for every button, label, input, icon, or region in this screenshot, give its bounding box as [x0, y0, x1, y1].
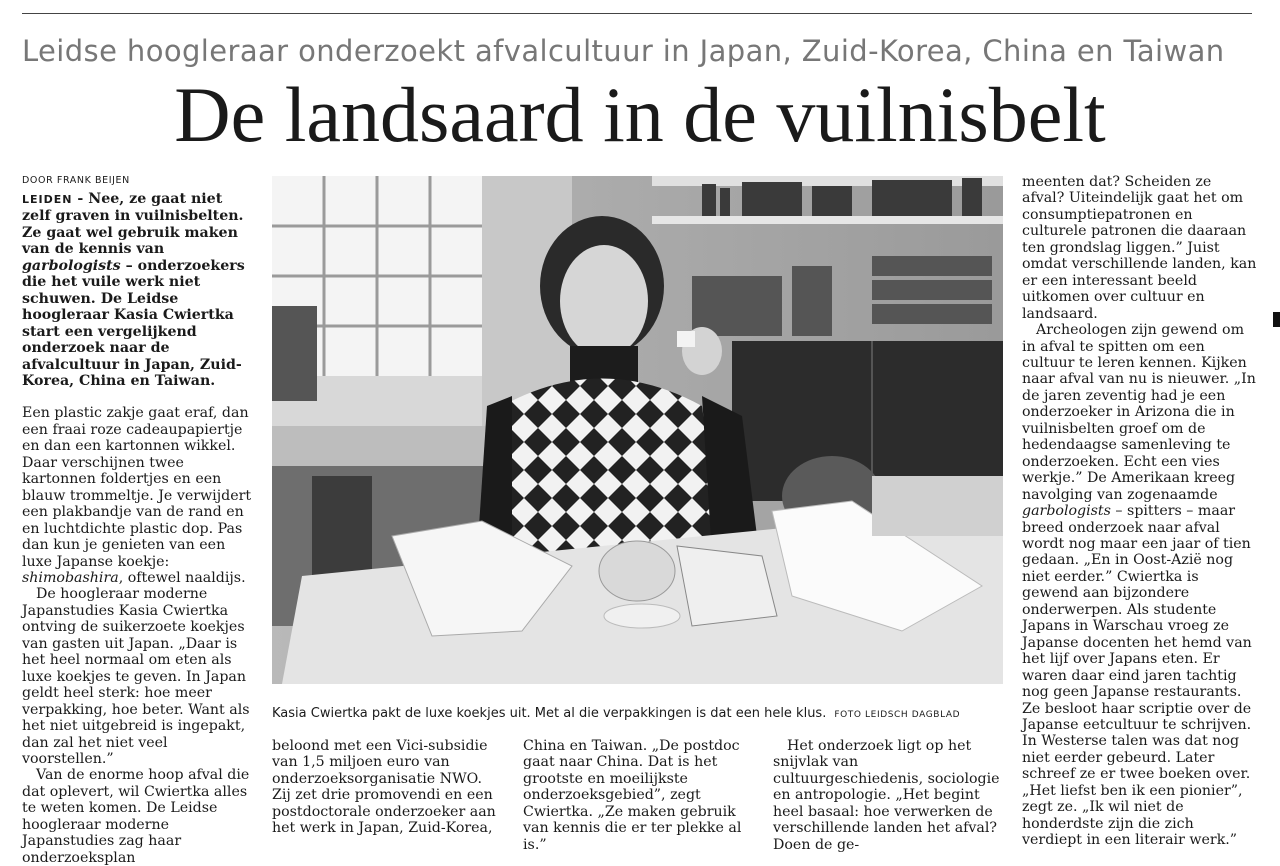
top-rule — [22, 13, 1252, 14]
body-paragraph — [1022, 322, 1257, 849]
column-1 — [22, 174, 252, 866]
caption-text: Kasia Cwiertka pakt de luxe koekjes uit. Met al die verpakkingen is dat een hele klus. — [272, 706, 827, 721]
body-paragraph: meenten dat? Scheiden ze afval? Uiteindelijk gaat het om consumptiepatronen en culturele patronen die daaraan ten grondslag liggen.” Juist omdat verschillende landen, kan er een interessant beeld uitkomen over cultuur en landsaard. — [1022, 174, 1257, 322]
intro-text-2: – onderzoekers die het vuile werk niet schuwen. De Leidse hoogleraar Kasia Cwiertka start een vergelijkend onderzoek naar de afvalcultuur in Japan, Zuid-Korea, China en Taiwan. — [22, 257, 245, 389]
body-paragraph: China en Taiwan. „De postdoc gaat naar China. Dat is het grootste en moeilijkste onderzoeksgebied”, zegt Cwiertka. „Ze maken gebruik van kennis die er ter plekke al is.” — [523, 738, 742, 853]
column-2 — [272, 738, 504, 837]
column-4 — [773, 738, 1003, 853]
column-5 — [1022, 174, 1257, 849]
page-edge-marker — [1273, 312, 1280, 327]
body-text: Archeologen zijn gewend om in afval te spitten om een cultuur te leren kennen. Kijken naar afval van nu is nieuwer. „In de jaren zeventig had je een onderzoeker in Arizona die in vuilnisbelten groef om de hedendaagse samenleving te onderzoeken. Echt een vies werkje.” De Amerikaan kreeg navolging van zogenaamde — [1022, 322, 1256, 503]
photo-caption — [272, 706, 1012, 721]
byline: DOOR FRANK BEIJEN — [22, 175, 130, 186]
intro-paragraph — [22, 191, 252, 389]
body-paragraph — [22, 405, 252, 586]
body-paragraph: Van de enorme hoop afval die dat oplevert, wil Cwiertka alles te weten komen. De Leidse hoogleraar moderne Japanstudies zag haar onderzoeksplan — [22, 767, 250, 866]
body-italic: shimobashira — [22, 569, 119, 586]
body-italic: garbologists — [1022, 503, 1111, 520]
column-3 — [523, 738, 755, 853]
body-paragraph: beloond met een Vici-subsidie van 1,5 miljoen euro van onderzoeksorganisatie NWO. Zij zet drie promovendi en een postdoctorale onderzoeker aan het werk in Japan, Zuid-Korea, — [272, 738, 496, 837]
body-text: Een plastic zakje gaat eraf, dan een fraai roze cadeaupapiertje en dan een kartonnen wikkel. Daar verschijnen twee kartonnen foldertjes en een blauw trommeltje. Je verwijdert een plakbandje van de rand en en luchtdichte plastic dop. Pas dan kun je genieten van een luxe Japanse koekje: — [22, 405, 252, 570]
intro-text: - Nee, ze gaat niet zelf graven in vuilnisbelten. Ze gaat wel gebruik maken van de kennis van — [22, 191, 244, 258]
body-paragraph: Het onderzoek ligt op het snijvlak van cultuurgeschiedenis, sociologie en antropologie. „Het begint heel basaal: hoe verwerken de verschillende landen het afval? Doen de ge- — [773, 738, 1000, 853]
photo-illustration — [272, 176, 1003, 684]
intro-italic: garbologists — [22, 257, 121, 274]
dateline: LEIDEN — [22, 193, 73, 206]
photo-credit: FOTO LEIDSCH DAGBLAD — [834, 710, 961, 720]
body-paragraph: De hoogleraar moderne Japanstudies Kasia Cwiertka ontving de suikerzoete koekjes van gasten uit Japan. „Daar is het heel normaal om eten als luxe koekjes te geven. In Japan geldt heel sterk: hoe meer verpakking, hoe beter. Want als het niet uitgebreid is ingepakt, dan zal het niet veel voorstellen.” — [22, 586, 250, 767]
kicker: Leidse hoogleraar onderzoekt afvalcultuur in Japan, Zuid-Korea, China en Taiwan — [22, 34, 1225, 68]
article-photo — [272, 176, 1003, 684]
headline: De landsaard in de vuilnisbelt — [174, 71, 1106, 158]
body-text: , oftewel naaldijs. — [118, 569, 246, 586]
body-text: – spitters – maar breed onderzoek naar afval wordt nog maar een jaar of tien gedaan. „En in Oost-Azië nog niet eerder.” Cwiertka is gewend aan bijzondere onderwerpen. Als studente Japans in Warschau vroeg ze Japanse docenten het hemd van het lijf over Japans eten. Er waren daar eind jaren tachtig nog geen Japanse restaurants. Ze besloot haar scriptie over de Japanse eetcultuur te schrijven. In Westerse talen was dat nog niet eerder gebeurd. Later schreef ze er twee boeken over. „Het liefst ben ik een pionier”, zegt ze. „Ik wil niet de honderdste zijn die zich verdiept in een literair werk.” — [1022, 503, 1252, 849]
